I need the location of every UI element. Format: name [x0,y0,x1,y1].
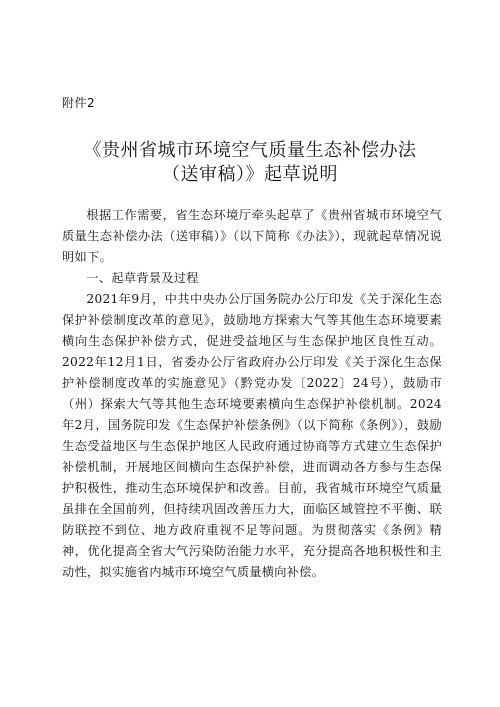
document-title-line-2: （送审稿）》起草说明 [162,164,338,185]
section-heading: 一、起草背景及过程 [86,271,199,285]
section-paragraph: 2021年9月，中共中央办公厅国务院办公厅印发《关于深化生态保护补偿制度改革的意见》，鼓励地方探索大气等其他生态环境要素横向生态保护补偿方式，促进受益地区与生态保护地区良性互动。2022年12月1日，省委办公厅省政府办公厅印发《关于深化生态保护补偿制度改革的实施意见》（黔党办发〔2022〕24号），鼓励市（州）探索大气等其他生态环境要素横向生态保护补偿机制。2024年2月，国务院印发《生态保护补偿条例》（以下简称《条例》），鼓励生态受益地区与生态保护地区人民政府通过协商等方式建立生态保护补偿机制，开展地区间横向生态保护补偿，进而调动各方参与生态保护积极性，推动生态环境保护和改善。目前，我省城市环境空气质量虽排在全国前列，但持续巩固改善压力大，面临区域管控不平衡、联防联控不到位、地方政府重视不足等问题。为贯彻落实《条例》精神，优化提高全省大气污染防治能力水平，充分提高各地积极性和主动性，拟实施省内城市环境空气质量横向补偿。 [62,292,442,579]
attachment-label: 附件2 [62,96,96,110]
document-title-line-1: 《贵州省城市环境空气质量生态补偿办法 [83,140,417,161]
intro-paragraph: 根据工作需要，省生态环境厅牵头起草了《贵州省城市环境空气质量生态补偿办法（送审稿）》（以下简称《办法》），现就起草情况说明如下。 [62,208,442,264]
document-body [62,205,442,583]
